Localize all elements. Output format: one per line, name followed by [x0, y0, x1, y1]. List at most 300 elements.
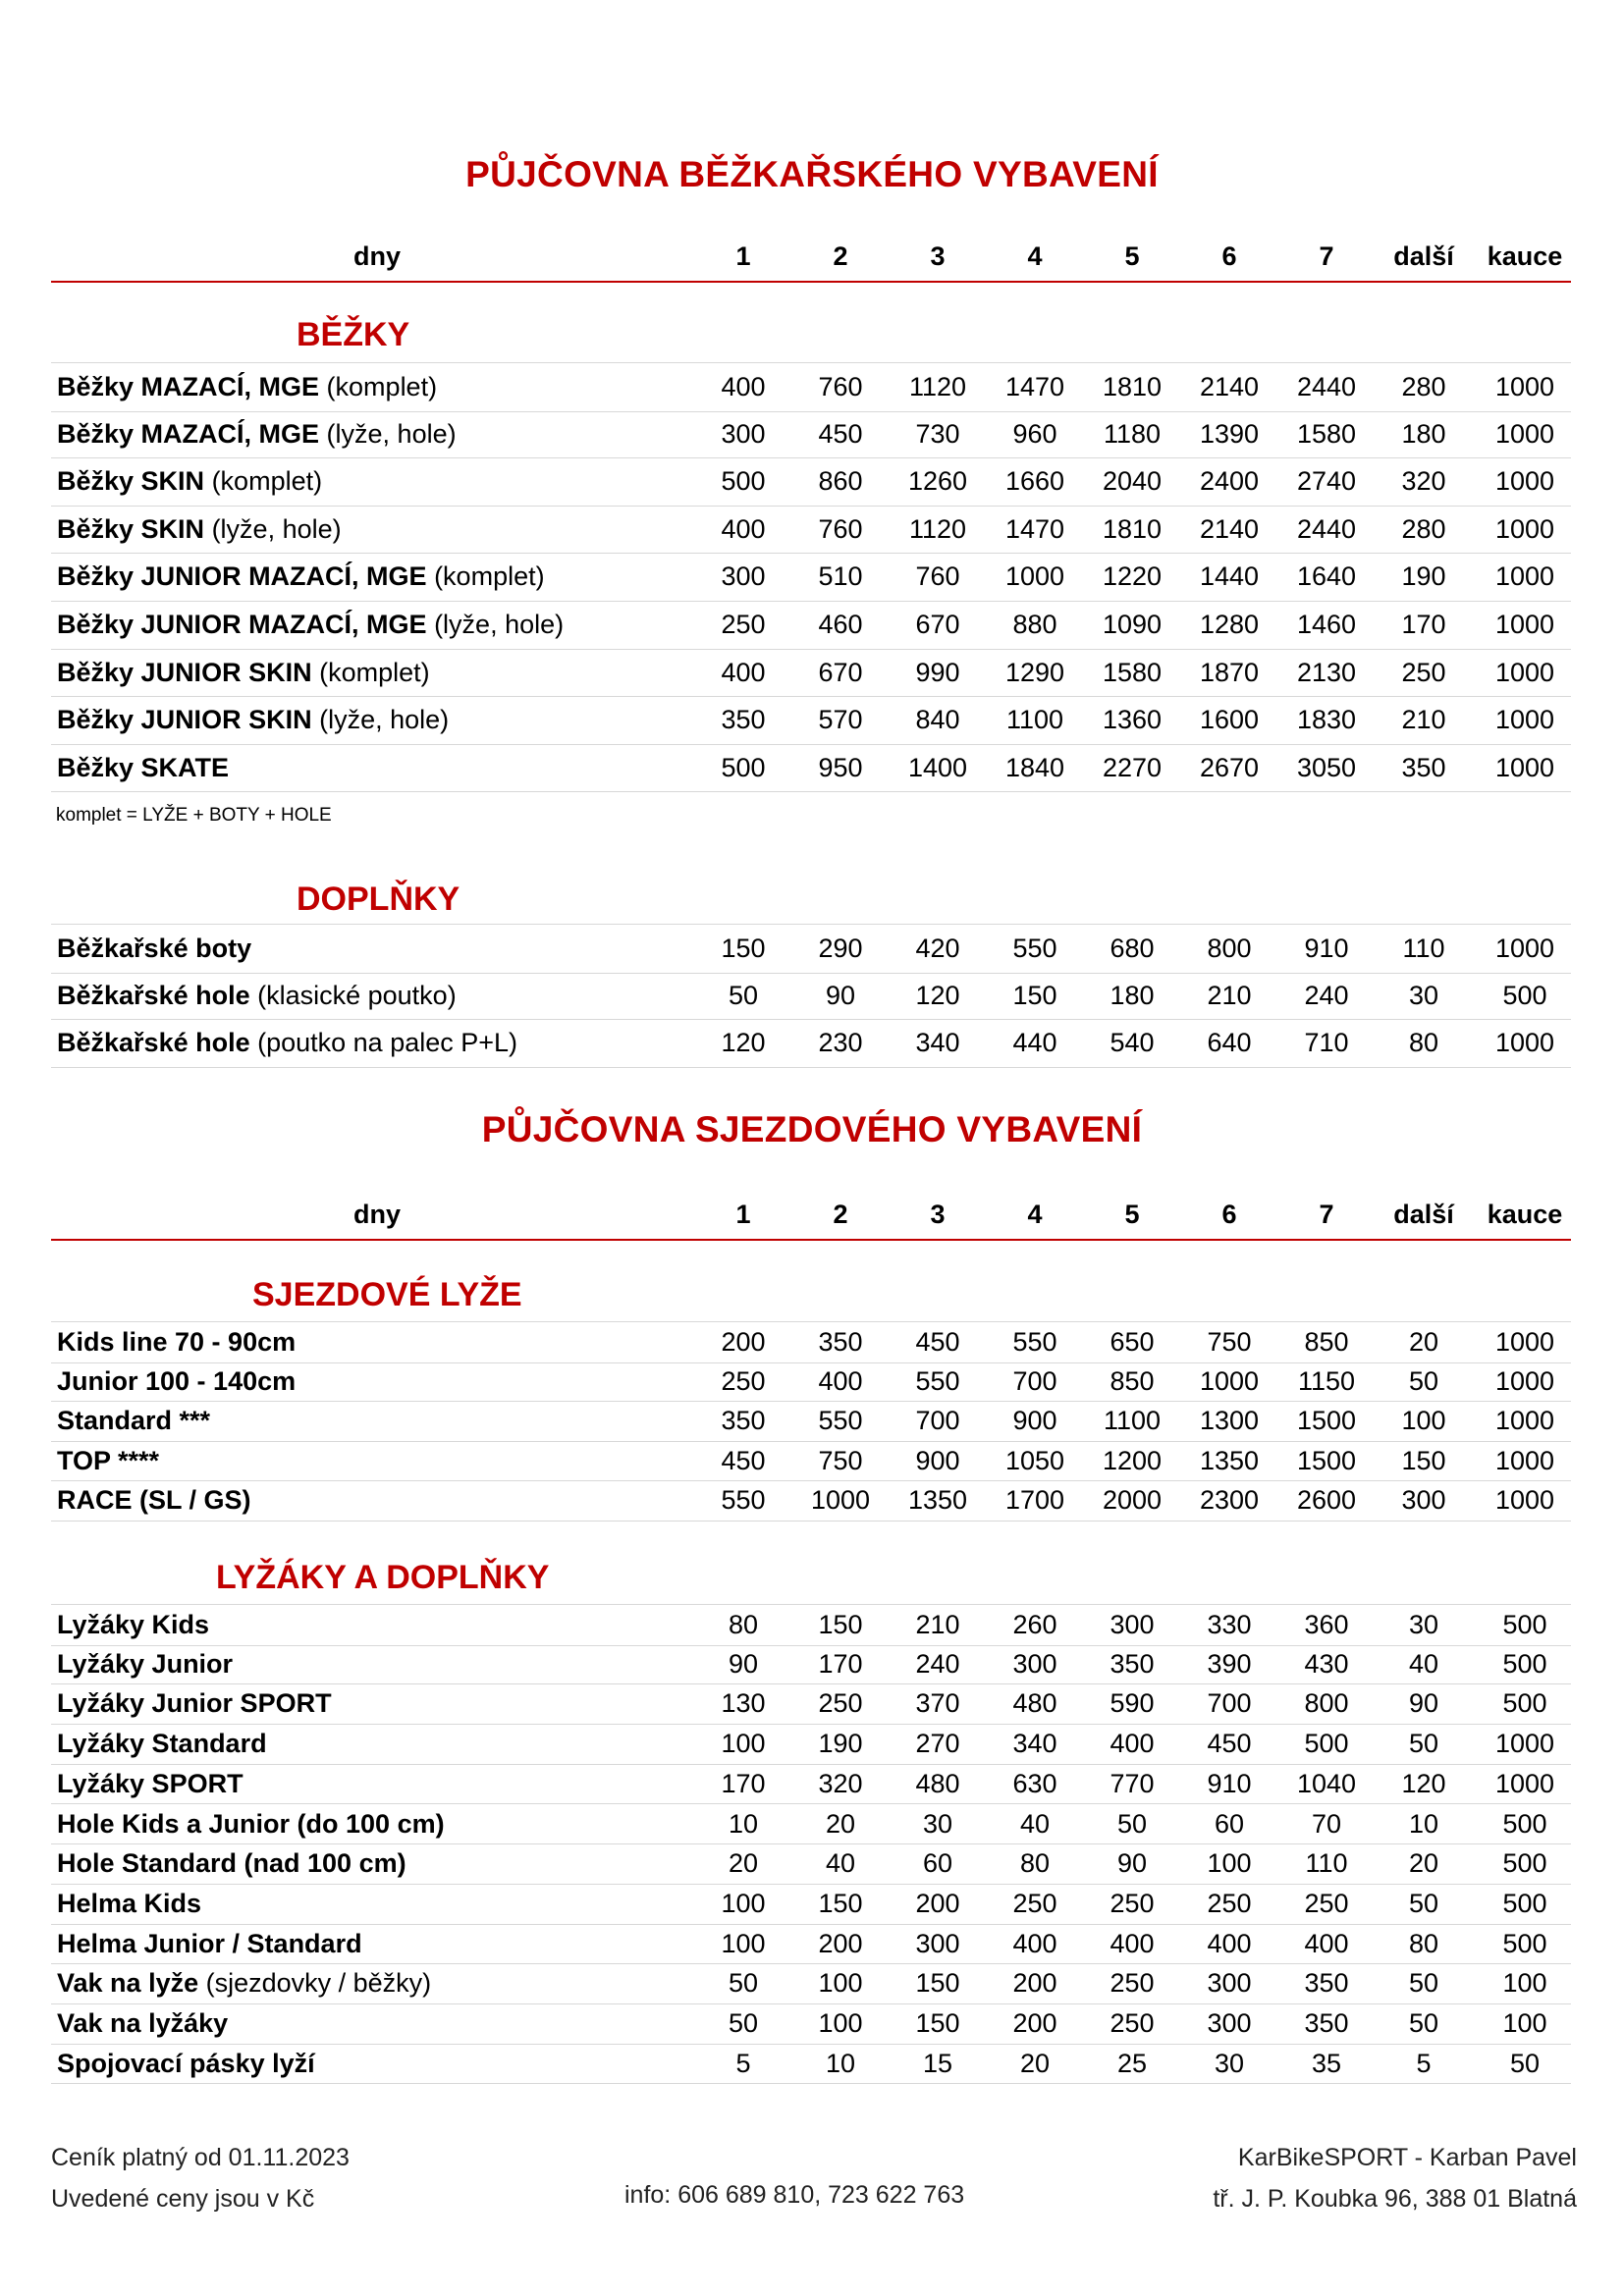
footer-valid-date: Ceník platný od 01.11.2023	[51, 2144, 350, 2171]
price-day-3: 150	[915, 2008, 960, 2038]
price-day-5: 1220	[1102, 561, 1163, 592]
price-day-2: 450	[818, 418, 863, 449]
price-extra-day: 190	[1401, 561, 1446, 592]
deposit: 1000	[1494, 561, 1555, 592]
price-day-7: 910	[1304, 934, 1349, 963]
price-day-5: 1180	[1103, 418, 1162, 449]
item-name	[57, 601, 564, 649]
deposit: 1000	[1494, 1327, 1555, 1357]
price-day-3: 480	[915, 1768, 960, 1798]
price-day-7: 1460	[1296, 610, 1357, 639]
price-day-6: 30	[1214, 2048, 1245, 2078]
header-day-5: 5	[1124, 1200, 1140, 1229]
price-day-2: 10	[825, 2048, 856, 2078]
item-name-bold: Běžkařské hole	[57, 1028, 250, 1058]
price-day-6: 750	[1207, 1327, 1252, 1357]
item-name	[57, 1019, 517, 1067]
price-day-2: 860	[818, 466, 863, 497]
price-day-4: 440	[1012, 1028, 1057, 1058]
price-day-1: 200	[721, 1327, 766, 1357]
footer-address: tř. J. P. Koubka 96, 388 01 Blatná	[1213, 2185, 1577, 2213]
price-day-4: 340	[1012, 1729, 1057, 1759]
deposit: 1000	[1494, 934, 1555, 963]
price-day-4: 900	[1012, 1406, 1057, 1436]
item-name-detail: (komplet)	[204, 466, 323, 497]
table-row	[51, 924, 1571, 974]
price-day-4: 1100	[1005, 705, 1064, 735]
price-day-5: 250	[1110, 1888, 1155, 1918]
price-day-1: 150	[721, 934, 766, 963]
item-name	[57, 696, 449, 744]
price-day-7: 250	[1304, 1888, 1349, 1918]
item-name	[57, 1683, 332, 1724]
header-day-1: 1	[735, 1200, 751, 1229]
price-day-3: 700	[915, 1406, 960, 1436]
price-day-6: 400	[1207, 1928, 1252, 1958]
price-day-4: 150	[1012, 980, 1057, 1010]
price-day-7: 350	[1304, 2008, 1349, 2038]
price-day-7: 1040	[1296, 1768, 1357, 1798]
item-name	[57, 1480, 251, 1521]
price-day-5: 50	[1116, 1808, 1148, 1839]
deposit: 1000	[1494, 372, 1555, 401]
header-extra: další	[1393, 241, 1454, 271]
item-name	[57, 1924, 362, 1964]
price-day-2: 760	[818, 372, 863, 401]
item-name-bold: Běžky JUNIOR SKIN	[57, 705, 312, 735]
price-day-7: 70	[1311, 1808, 1342, 1839]
item-name	[57, 2044, 315, 2084]
price-day-1: 500	[721, 752, 766, 782]
price-day-2: 150	[818, 1888, 863, 1918]
price-day-7: 1830	[1296, 705, 1357, 735]
item-name-bold: Běžky SKATE	[57, 752, 230, 782]
price-extra-day: 320	[1401, 466, 1446, 497]
price-day-7: 2440	[1296, 372, 1357, 401]
price-day-6: 640	[1207, 1028, 1252, 1058]
price-day-2: 950	[818, 752, 863, 782]
price-day-4: 1290	[1004, 657, 1065, 687]
item-name-bold: Helma Kids	[57, 1888, 202, 1918]
price-day-3: 210	[915, 1610, 960, 1639]
price-extra-day: 80	[1408, 1028, 1439, 1058]
price-day-1: 100	[721, 1888, 766, 1918]
deposit: 1000	[1494, 610, 1555, 639]
price-day-6: 2300	[1199, 1485, 1260, 1516]
price-extra-day: 170	[1401, 610, 1446, 639]
item-name-bold: Běžkařské boty	[57, 934, 252, 963]
item-name-detail: (klasické poutko)	[249, 980, 457, 1010]
price-day-1: 250	[721, 1365, 766, 1396]
item-name-bold: Hole Kids a Junior (do 100 cm)	[57, 1808, 445, 1839]
header-day-4: 4	[1027, 241, 1043, 271]
price-day-1: 100	[721, 1928, 766, 1958]
price-day-3: 840	[915, 705, 960, 735]
item-name-bold: TOP ****	[57, 1445, 160, 1475]
price-extra-day: 50	[1408, 2008, 1439, 2038]
price-day-3: 200	[915, 1888, 960, 1918]
deposit: 1000	[1494, 1729, 1555, 1759]
item-name-bold: Junior 100 - 140cm	[57, 1365, 297, 1396]
deposit: 1000	[1494, 705, 1555, 735]
price-day-5: 2270	[1102, 752, 1163, 782]
price-extra-day: 80	[1408, 1928, 1439, 1958]
header-day-6: 6	[1221, 241, 1237, 271]
deposit: 100	[1502, 2008, 1547, 2038]
section-title-downhill: PŮJČOVNA SJEZDOVÉHO VYBAVENÍ	[481, 1109, 1143, 1149]
item-name-bold: Lyžáky Standard	[57, 1729, 267, 1759]
price-day-4: 550	[1012, 934, 1057, 963]
table-header-cross-country	[51, 236, 1571, 283]
price-day-5: 2040	[1102, 466, 1163, 497]
group-title-bezky: BĚŽKY	[297, 316, 410, 353]
item-name-bold: Lyžáky Kids	[57, 1610, 210, 1639]
price-day-4: 1700	[1004, 1485, 1065, 1516]
price-day-5: 250	[1110, 2008, 1155, 2038]
price-day-2: 100	[818, 2008, 863, 2038]
price-day-7: 400	[1304, 1928, 1349, 1958]
item-name	[57, 1644, 233, 1684]
price-day-6: 330	[1207, 1610, 1252, 1639]
price-day-6: 2140	[1199, 372, 1260, 401]
item-name-detail: (poutko na palec P+L)	[249, 1028, 518, 1058]
item-name	[57, 1401, 210, 1441]
table-row	[51, 362, 1571, 412]
price-day-4: 1470	[1004, 513, 1065, 544]
item-name	[57, 972, 457, 1020]
price-day-3: 60	[922, 1848, 953, 1879]
price-day-4: 880	[1012, 610, 1057, 639]
price-day-5: 540	[1110, 1028, 1155, 1058]
price-day-7: 850	[1304, 1327, 1349, 1357]
deposit: 500	[1502, 1888, 1547, 1918]
price-day-2: 40	[825, 1848, 856, 1879]
price-day-3: 450	[915, 1327, 960, 1357]
item-name-bold: Běžky SKIN	[57, 513, 205, 544]
price-day-3: 270	[915, 1729, 960, 1759]
price-day-2: 760	[818, 513, 863, 544]
item-name-bold: Běžky JUNIOR MAZACÍ, MGE	[57, 610, 427, 639]
footer-company: KarBikeSPORT - Karban Pavel	[1237, 2144, 1577, 2171]
table-header-downhill	[51, 1194, 1571, 1241]
table-row	[51, 457, 1571, 507]
price-day-7: 800	[1304, 1688, 1349, 1719]
price-day-1: 90	[728, 1648, 759, 1679]
price-day-2: 460	[818, 610, 863, 639]
price-day-6: 910	[1207, 1768, 1252, 1798]
price-extra-day: 50	[1408, 1729, 1439, 1759]
price-day-5: 300	[1110, 1610, 1155, 1639]
header-day-2: 2	[833, 241, 848, 271]
item-name-detail: (lyže, hole)	[204, 513, 342, 544]
price-day-7: 35	[1311, 2048, 1342, 2078]
table-row	[51, 410, 1571, 459]
price-day-1: 130	[721, 1688, 766, 1719]
price-day-5: 250	[1110, 1968, 1155, 1999]
price-day-5: 1200	[1102, 1445, 1163, 1475]
price-day-1: 400	[721, 513, 766, 544]
deposit: 500	[1502, 1688, 1547, 1719]
deposit: 1000	[1494, 752, 1555, 782]
price-day-6: 300	[1207, 1968, 1252, 1999]
table-row	[51, 1480, 1571, 1522]
item-name	[57, 1441, 159, 1481]
table-row	[51, 972, 1571, 1021]
table-row	[51, 1401, 1571, 1442]
price-day-1: 50	[728, 2008, 759, 2038]
price-day-1: 20	[728, 1848, 759, 1879]
price-extra-day: 30	[1408, 980, 1439, 1010]
price-day-2: 1000	[810, 1485, 871, 1516]
price-day-4: 200	[1012, 1968, 1057, 1999]
price-day-4: 700	[1012, 1365, 1057, 1396]
item-name	[57, 506, 342, 554]
price-day-5: 90	[1116, 1848, 1148, 1879]
price-day-1: 50	[728, 1968, 759, 1999]
item-name-bold: RACE (SL / GS)	[57, 1485, 251, 1516]
price-day-7: 350	[1304, 1968, 1349, 1999]
price-day-6: 1280	[1199, 610, 1260, 639]
price-extra-day: 300	[1401, 1485, 1446, 1516]
price-day-3: 760	[915, 561, 960, 592]
price-day-1: 550	[721, 1485, 766, 1516]
price-day-2: 320	[818, 1768, 863, 1798]
price-day-3: 150	[915, 1968, 960, 1999]
price-day-2: 20	[825, 1808, 856, 1839]
item-name-bold: Lyžáky SPORT	[57, 1768, 244, 1798]
item-name	[57, 1804, 445, 1844]
price-day-6: 210	[1207, 980, 1252, 1010]
price-day-1: 450	[721, 1445, 766, 1475]
item-name-bold: Helma Junior / Standard	[57, 1928, 362, 1958]
price-day-5: 770	[1110, 1768, 1155, 1798]
deposit: 1000	[1494, 418, 1555, 449]
table-row	[51, 1441, 1571, 1482]
deposit: 1000	[1494, 466, 1555, 497]
price-day-1: 400	[721, 657, 766, 687]
item-name	[57, 1764, 244, 1804]
table-row	[51, 1963, 1571, 2004]
price-day-6: 1870	[1199, 657, 1260, 687]
price-day-6: 2670	[1199, 752, 1260, 782]
price-day-2: 230	[818, 1028, 863, 1058]
deposit: 500	[1502, 980, 1547, 1010]
price-day-4: 260	[1012, 1610, 1057, 1639]
price-extra-day: 150	[1401, 1445, 1446, 1475]
price-day-3: 1400	[907, 752, 968, 782]
price-day-4: 40	[1019, 1808, 1051, 1839]
price-day-1: 80	[728, 1610, 759, 1639]
deposit: 500	[1502, 1848, 1547, 1879]
price-day-3: 420	[915, 934, 960, 963]
table-row	[51, 649, 1571, 698]
price-day-3: 730	[915, 418, 960, 449]
item-name-detail: (komplet)	[426, 561, 545, 592]
price-extra-day: 180	[1401, 418, 1446, 449]
item-name-bold: Hole Standard (nad 100 cm)	[57, 1848, 406, 1879]
price-day-3: 990	[915, 657, 960, 687]
price-day-7: 2130	[1296, 657, 1357, 687]
price-day-2: 190	[818, 1729, 863, 1759]
table-row	[51, 1843, 1571, 1885]
price-day-2: 750	[818, 1445, 863, 1475]
price-day-3: 670	[915, 610, 960, 639]
price-day-3: 1350	[907, 1485, 968, 1516]
item-name-detail: (lyže, hole)	[311, 705, 450, 735]
price-day-5: 1100	[1103, 1406, 1162, 1436]
price-day-7: 360	[1304, 1610, 1349, 1639]
price-day-5: 680	[1110, 934, 1155, 963]
price-day-1: 170	[721, 1768, 766, 1798]
price-day-4: 20	[1019, 2048, 1051, 2078]
deposit: 1000	[1494, 1768, 1555, 1798]
price-day-4: 1000	[1004, 561, 1065, 592]
item-name	[57, 1724, 267, 1764]
price-day-6: 390	[1207, 1648, 1252, 1679]
deposit: 1000	[1494, 1485, 1555, 1516]
price-day-2: 290	[818, 934, 863, 963]
price-extra-day: 50	[1408, 1968, 1439, 1999]
item-name	[57, 363, 437, 411]
item-name	[57, 1963, 431, 2003]
price-day-5: 650	[1110, 1327, 1155, 1357]
price-day-7: 1500	[1296, 1445, 1357, 1475]
price-extra-day: 100	[1401, 1406, 1446, 1436]
price-extra-day: 40	[1408, 1648, 1439, 1679]
price-day-2: 510	[818, 561, 863, 592]
price-day-7: 710	[1304, 1028, 1349, 1058]
price-day-1: 500	[721, 466, 766, 497]
price-day-3: 550	[915, 1365, 960, 1396]
price-extra-day: 50	[1408, 1888, 1439, 1918]
item-name-bold: Vak na lyže	[57, 1968, 199, 1999]
price-day-1: 350	[721, 705, 766, 735]
footer-currency: Uvedené ceny jsou v Kč	[51, 2185, 315, 2213]
item-name-bold: Standard ***	[57, 1406, 211, 1436]
price-day-7: 2600	[1296, 1485, 1357, 1516]
deposit: 500	[1502, 1808, 1547, 1839]
table-row	[51, 2003, 1571, 2045]
price-day-4: 1660	[1004, 466, 1065, 497]
price-extra-day: 50	[1408, 1365, 1439, 1396]
table-row	[51, 506, 1571, 555]
price-day-1: 250	[721, 610, 766, 639]
item-name-bold: Lyžáky Junior SPORT	[57, 1688, 332, 1719]
price-day-1: 50	[728, 980, 759, 1010]
deposit: 500	[1502, 1610, 1547, 1639]
price-day-3: 370	[915, 1688, 960, 1719]
price-day-5: 1810	[1102, 372, 1163, 401]
price-day-6: 2400	[1199, 466, 1260, 497]
header-days: dny	[352, 1200, 401, 1229]
price-day-7: 3050	[1296, 752, 1357, 782]
table-row	[51, 1764, 1571, 1805]
price-day-2: 550	[818, 1406, 863, 1436]
price-day-4: 1470	[1004, 372, 1065, 401]
item-name-bold: Běžky JUNIOR MAZACÍ, MGE	[57, 561, 427, 592]
item-name-bold: Běžky MAZACÍ, MGE	[57, 372, 320, 401]
price-day-2: 200	[818, 1928, 863, 1958]
item-name	[57, 1843, 406, 1884]
price-day-2: 90	[825, 980, 856, 1010]
price-extra-day: 5	[1416, 2048, 1432, 2078]
price-day-4: 480	[1012, 1688, 1057, 1719]
price-day-3: 1120	[908, 372, 967, 401]
deposit: 1000	[1494, 1445, 1555, 1475]
price-day-7: 240	[1304, 980, 1349, 1010]
price-day-1: 10	[728, 1808, 759, 1839]
komplet-note: komplet = LYŽE + BOTY + HOLE	[56, 805, 332, 826]
price-day-2: 670	[818, 657, 863, 687]
price-day-1: 300	[721, 418, 766, 449]
price-day-7: 1640	[1296, 561, 1357, 592]
deposit: 500	[1502, 1648, 1547, 1679]
item-name	[57, 2003, 228, 2044]
item-name	[57, 1322, 296, 1362]
deposit: 1000	[1494, 1406, 1555, 1436]
header-day-3: 3	[930, 1200, 946, 1229]
table-row	[51, 1362, 1571, 1403]
price-day-3: 1120	[908, 513, 967, 544]
price-day-5: 400	[1110, 1729, 1155, 1759]
price-day-1: 100	[721, 1729, 766, 1759]
item-name	[57, 925, 251, 973]
item-name-bold: Běžky MAZACÍ, MGE	[57, 418, 320, 449]
price-day-5: 2000	[1102, 1485, 1163, 1516]
price-day-2: 100	[818, 1968, 863, 1999]
item-name-detail: (sjezdovky / běžky)	[198, 1968, 432, 1999]
price-day-4: 250	[1012, 1888, 1057, 1918]
item-name-bold: Spojovací pásky lyží	[57, 2048, 315, 2078]
table-row	[51, 2044, 1571, 2085]
price-day-5: 180	[1110, 980, 1155, 1010]
price-day-3: 1260	[907, 466, 968, 497]
price-day-5: 1580	[1102, 657, 1163, 687]
price-extra-day: 20	[1408, 1848, 1439, 1879]
price-day-7: 1580	[1296, 418, 1357, 449]
item-name-detail: (lyže, hole)	[426, 610, 565, 639]
header-deposit: kauce	[1487, 1200, 1563, 1229]
price-day-1: 350	[721, 1406, 766, 1436]
price-day-4: 300	[1012, 1648, 1057, 1679]
price-day-7: 2440	[1296, 513, 1357, 544]
table-row	[51, 1019, 1571, 1068]
price-day-7: 430	[1304, 1648, 1349, 1679]
price-day-3: 900	[915, 1445, 960, 1475]
header-day-4: 4	[1027, 1200, 1043, 1229]
price-day-5: 1090	[1102, 610, 1163, 639]
header-days: dny	[352, 241, 401, 271]
price-extra-day: 280	[1401, 372, 1446, 401]
item-name-bold: Vak na lyžáky	[57, 2008, 229, 2038]
price-day-4: 960	[1012, 418, 1057, 449]
table-row	[51, 696, 1571, 745]
price-day-7: 1150	[1297, 1365, 1356, 1396]
item-name-bold: Běžky SKIN	[57, 466, 205, 497]
price-day-5: 590	[1110, 1688, 1155, 1719]
header-deposit: kauce	[1487, 241, 1563, 271]
price-day-6: 1600	[1199, 705, 1260, 735]
price-day-6: 1390	[1199, 418, 1260, 449]
table-row	[51, 601, 1571, 650]
price-day-4: 80	[1019, 1848, 1051, 1879]
price-extra-day: 350	[1401, 752, 1446, 782]
section-title-cross-country: PŮJČOVNA BĚŽKAŘSKÉHO VYBAVENÍ	[465, 154, 1159, 194]
header-day-7: 7	[1319, 241, 1334, 271]
deposit: 50	[1509, 2048, 1541, 2078]
price-day-2: 250	[818, 1688, 863, 1719]
price-day-5: 400	[1110, 1928, 1155, 1958]
